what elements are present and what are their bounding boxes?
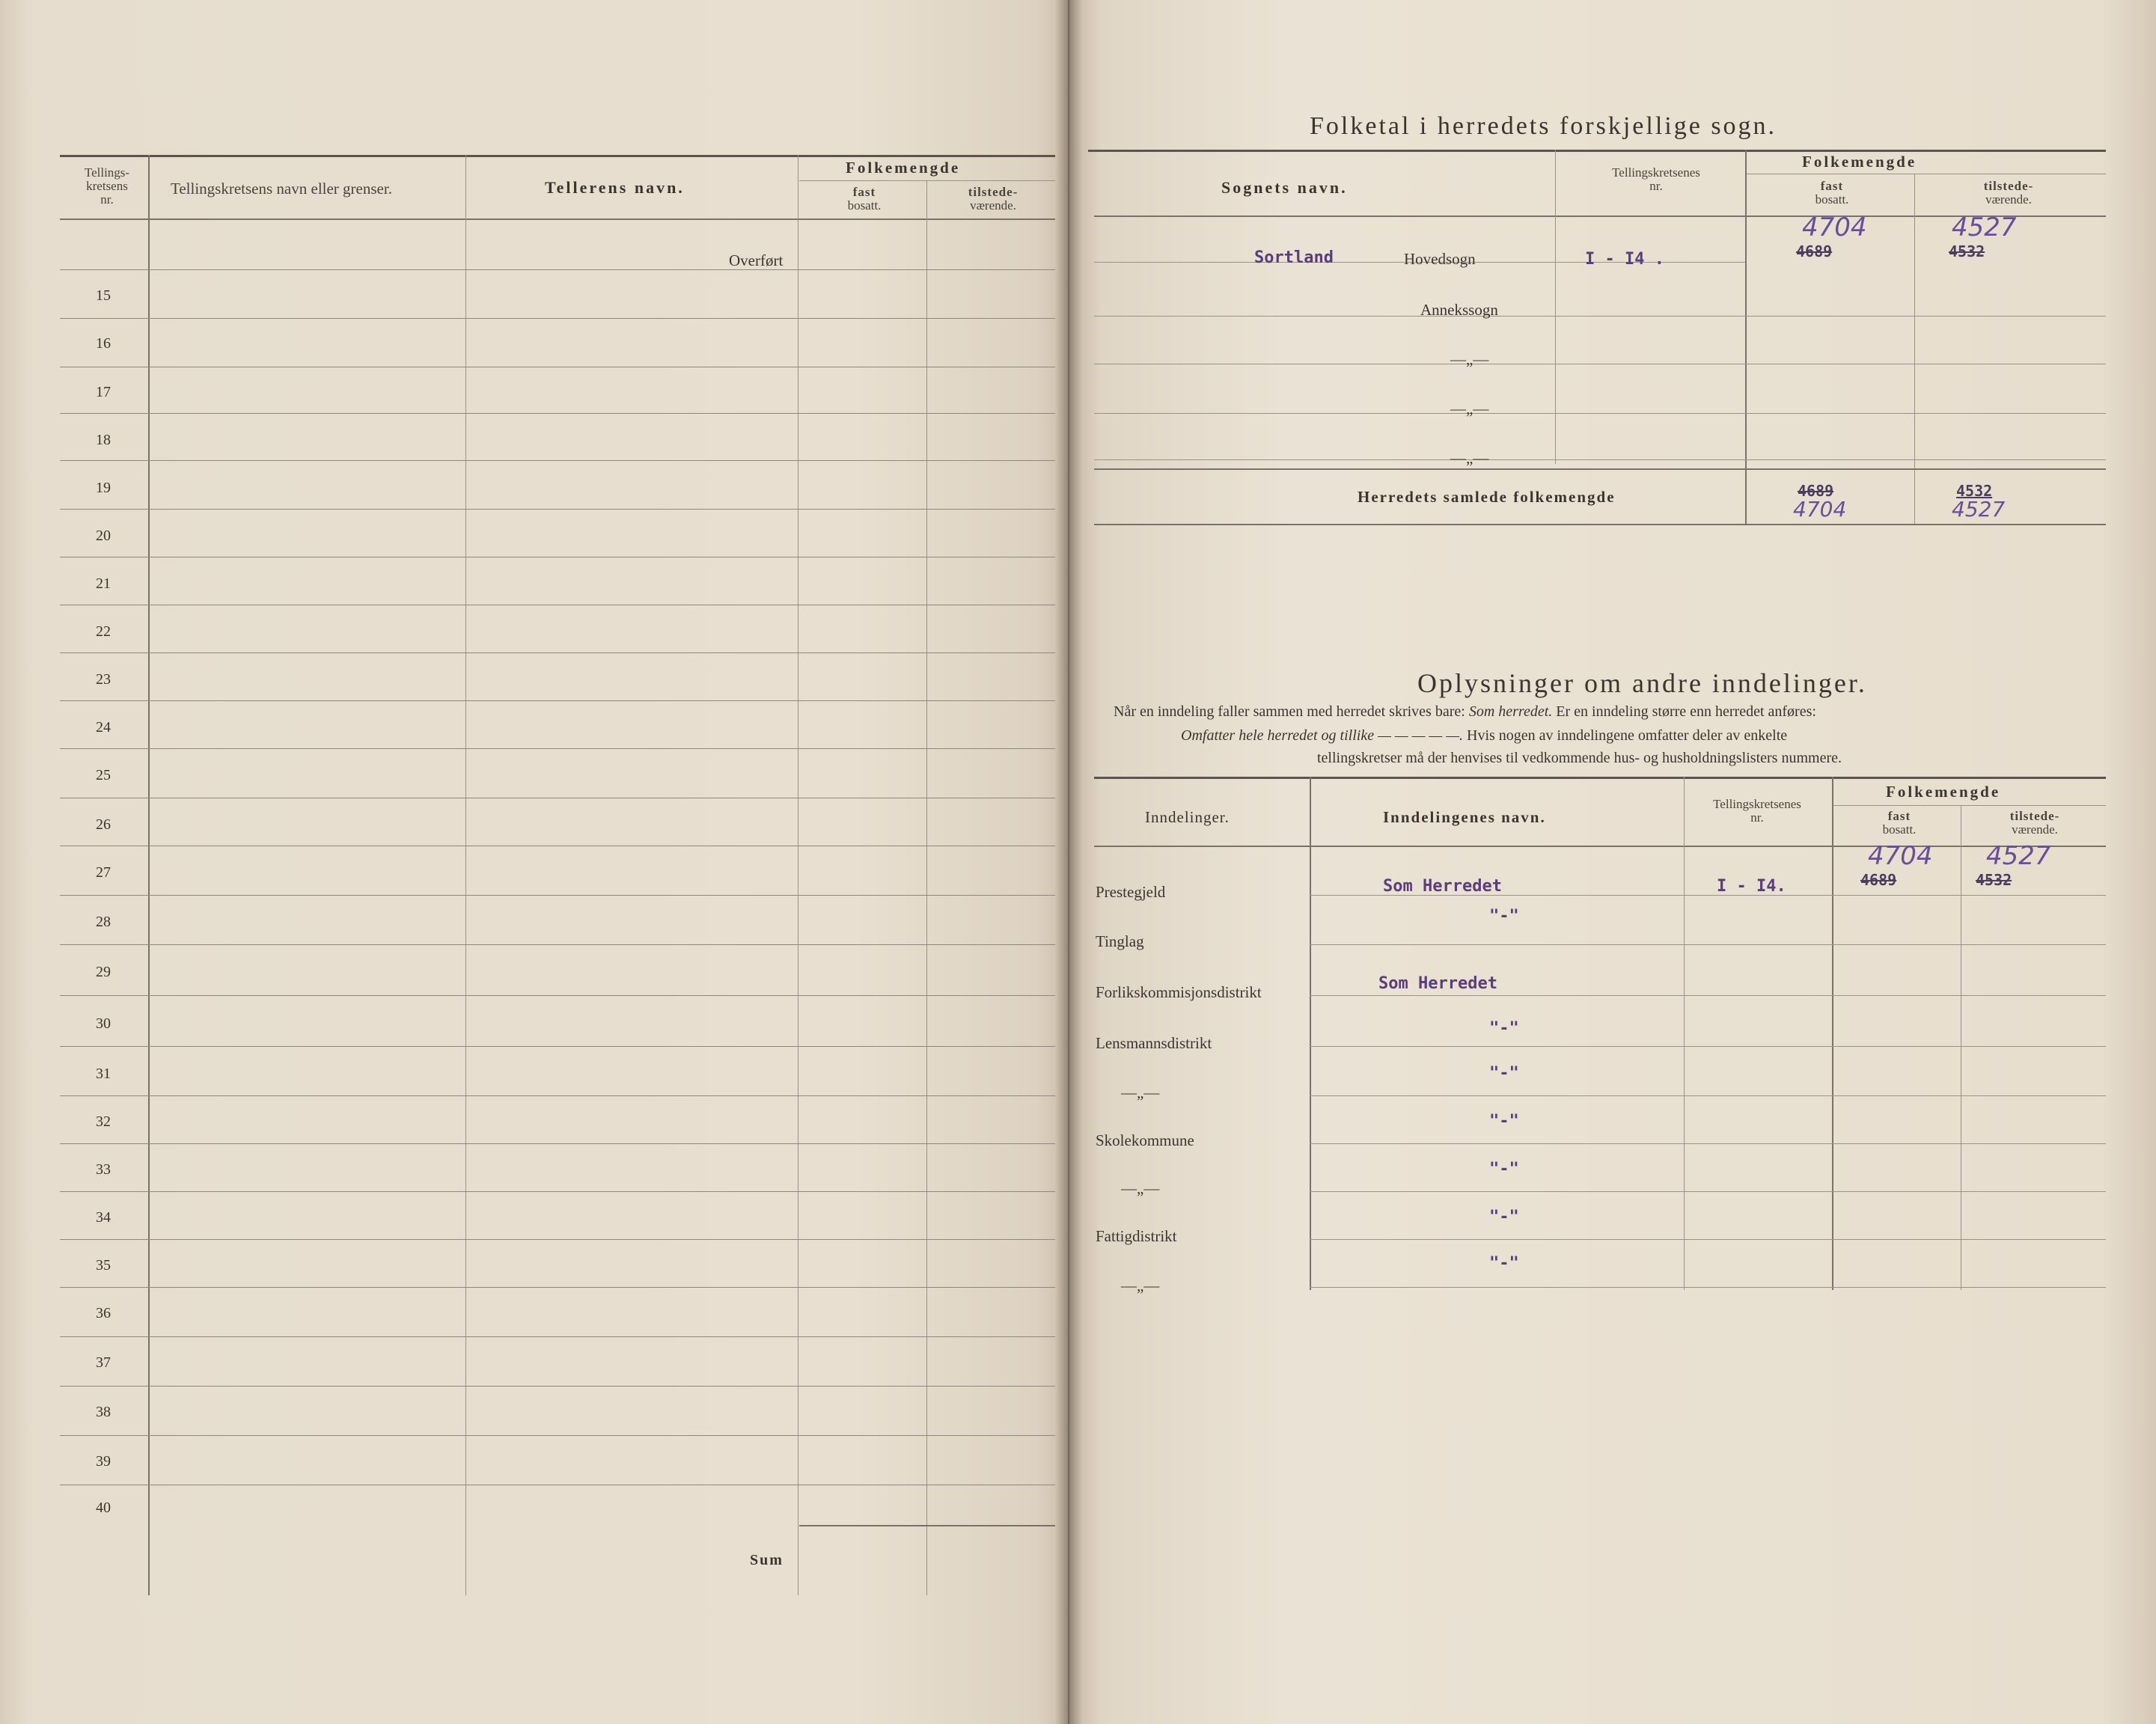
row-number: 24 bbox=[96, 719, 111, 736]
row-number: 15 bbox=[96, 287, 111, 304]
left-top-rule bbox=[60, 155, 1055, 157]
row-number: 26 bbox=[96, 816, 111, 833]
inndelinger-title: Oplysninger om andre inndelinger. bbox=[1417, 668, 1867, 698]
t1-row1-tilst-new: 4527 bbox=[1952, 213, 2017, 242]
row-number: 40 bbox=[96, 1500, 111, 1516]
t1-row-rule bbox=[1094, 459, 2106, 460]
t1-row1-krets: I - I4 . bbox=[1585, 250, 1664, 269]
t2-row-rule bbox=[1310, 1095, 2106, 1096]
t2-label-fattig: Fattigdistrikt bbox=[1096, 1227, 1177, 1245]
t2-ditto-name: "-" bbox=[1489, 1254, 1519, 1273]
t2-label-prestegjeld: Prestegjeld bbox=[1096, 883, 1166, 901]
t2-ditto: —„— bbox=[1121, 1179, 1160, 1197]
t1-col-rule-sogn bbox=[1555, 150, 1556, 464]
row-number: 25 bbox=[96, 767, 111, 783]
row-number: 29 bbox=[96, 964, 111, 980]
row-number: 17 bbox=[96, 384, 111, 400]
t2-prestegjeld-name: Som Herredet bbox=[1383, 877, 1502, 896]
t1-row1-fast-new: 4704 bbox=[1802, 213, 1867, 242]
row-number: 21 bbox=[96, 575, 111, 592]
t1-row-rule bbox=[1094, 316, 2106, 317]
t1-row1-sogn-name: Sortland bbox=[1254, 248, 1334, 267]
t2-prestegjeld-krets: I - I4. bbox=[1717, 877, 1786, 896]
intro-line-2: Omfatter hele herredet og tillike — — — — —. Hvis nogen av inndelingene omfatter deler av enkelte bbox=[1181, 727, 1788, 744]
row-number: 36 bbox=[96, 1305, 111, 1321]
t1-header-sogn: Sognets navn. bbox=[1221, 178, 1348, 197]
t2-top-rule bbox=[1094, 777, 2106, 779]
t1-total-fast-old: 4689 bbox=[1798, 482, 1834, 500]
left-header-bottom-rule bbox=[60, 218, 1055, 220]
t1-row-rule bbox=[1094, 413, 2106, 414]
row-number: 34 bbox=[96, 1209, 111, 1226]
t2-row-rule bbox=[1310, 1191, 2106, 1192]
t1-total-tilst-old: 4532 bbox=[1956, 482, 1993, 500]
sogn-table-title: Folketal i herredets forskjellige sogn. bbox=[1310, 112, 1777, 140]
t2-ditto: —„— bbox=[1121, 1083, 1160, 1101]
t1-col-rule-krets bbox=[1745, 150, 1747, 524]
sum-top-rule bbox=[799, 1525, 1055, 1526]
t1-ditto: —„— bbox=[1450, 350, 1489, 368]
t1-total-tilst-new: 4527 bbox=[1952, 497, 2006, 522]
t1-ditto: —„— bbox=[1450, 449, 1489, 467]
intro-line-1: Når en inndeling faller sammen med herredet skrives bare: Som herredet. Er en inndeling større enn herredet anføres: bbox=[1114, 703, 1816, 720]
t2-header-inndel: Inndelinger. bbox=[1145, 808, 1230, 826]
t2-label-tinglag: Tinglag bbox=[1096, 932, 1144, 950]
t2-folk-sub-rule bbox=[1833, 805, 2106, 806]
t1-total-label: Herredets samlede folkemengde bbox=[1358, 488, 1616, 506]
left-col-rule-name bbox=[465, 155, 466, 1595]
row-number: 18 bbox=[96, 432, 111, 448]
row-number: 16 bbox=[96, 335, 111, 352]
t2-lensmann-name: "-" bbox=[1489, 1019, 1519, 1038]
book-spine bbox=[1055, 0, 1082, 1724]
t2-prestegjeld-fast-old: 4689 bbox=[1860, 871, 1897, 889]
t2-prestegjeld-tilst-new: 4527 bbox=[1986, 841, 2051, 871]
t1-bottom-rule bbox=[1094, 524, 2106, 525]
row-number: 33 bbox=[96, 1161, 111, 1178]
t1-row1-fast-old: 4689 bbox=[1796, 242, 1833, 260]
t2-label-forlik: Forlikskommisjonsdistrikt bbox=[1096, 983, 1262, 1001]
t2-ditto: —„— bbox=[1121, 1277, 1160, 1294]
left-page bbox=[0, 0, 1069, 1724]
row-number: 31 bbox=[96, 1066, 111, 1082]
t2-row-rule bbox=[1310, 995, 2106, 996]
t1-ditto: —„— bbox=[1450, 400, 1489, 418]
row-number: 22 bbox=[96, 623, 111, 640]
row-number: 23 bbox=[96, 671, 111, 688]
t2-row-rule bbox=[1310, 1143, 2106, 1144]
row-number: 28 bbox=[96, 914, 111, 930]
t2-header-bottom-rule bbox=[1094, 846, 2106, 847]
t2-prestegjeld-fast-new: 4704 bbox=[1868, 841, 1933, 871]
t1-row2-type: Annekssogn bbox=[1420, 301, 1498, 319]
t2-fattig-name: "-" bbox=[1489, 1208, 1519, 1226]
t2-ditto-name: "-" bbox=[1489, 1064, 1519, 1083]
t2-header-navn: Inndelingenes navn. bbox=[1383, 808, 1546, 826]
t1-top-rule bbox=[1088, 150, 2106, 152]
row-number: 39 bbox=[96, 1453, 111, 1470]
overfort-label: Overført bbox=[729, 251, 784, 269]
t2-ditto-name: "-" bbox=[1489, 1160, 1519, 1179]
t2-row-rule bbox=[1310, 1046, 2106, 1047]
t1-header-krets: Tellingskretsenes nr. bbox=[1612, 165, 1700, 193]
row-number: 37 bbox=[96, 1354, 111, 1371]
t1-total-fast-new: 4704 bbox=[1793, 497, 1847, 522]
sum-label: Sum bbox=[750, 1552, 784, 1568]
header-col-nr: Tellings- kretsens nr. bbox=[84, 165, 130, 207]
t2-skole-name: "-" bbox=[1489, 1112, 1519, 1131]
header-col-tilst: tilstede- værende. bbox=[968, 185, 1019, 213]
t2-col-rule-krets bbox=[1832, 777, 1833, 1290]
t2-header-tilst: tilstede- værende. bbox=[2009, 809, 2060, 837]
header-col-name: Tellingskretsens navn eller grenser. bbox=[171, 180, 392, 198]
intro-line-3: tellingskretser må der henvises til vedkommende hus- og husholdningslisters nummere. bbox=[1317, 750, 1842, 766]
t2-prestegjeld-tilst-old: 4532 bbox=[1976, 871, 2012, 889]
t2-header-krets: Tellingskretsenes nr. bbox=[1713, 797, 1801, 825]
t2-header-fast: fast bosatt. bbox=[1882, 809, 1917, 837]
t1-header-tilst: tilstede- værende. bbox=[1983, 179, 2034, 207]
t1-total-top-rule bbox=[1094, 468, 2106, 470]
row-number: 32 bbox=[96, 1113, 111, 1130]
t2-col-rule-navn bbox=[1684, 777, 1685, 1290]
t2-label-skole: Skolekommune bbox=[1096, 1131, 1194, 1149]
header-col-fast: fast bosatt. bbox=[847, 185, 882, 213]
left-folk-sub-rule bbox=[799, 180, 1055, 181]
t2-header-folk: Folkemengde bbox=[1886, 783, 2001, 801]
row-number: 35 bbox=[96, 1257, 111, 1274]
t2-label-lensmann: Lensmannsdistrikt bbox=[1096, 1034, 1212, 1052]
header-col-teller: Tellerens navn. bbox=[545, 178, 685, 197]
left-col-rule-fast bbox=[926, 180, 927, 1595]
right-page bbox=[1069, 0, 2156, 1724]
t2-forlik-name: Som Herredet bbox=[1378, 974, 1497, 993]
t2-col-rule-inndel bbox=[1310, 777, 1311, 1290]
t2-row-rule bbox=[1310, 1239, 2106, 1240]
t1-header-fast: fast bosatt. bbox=[1815, 179, 1849, 207]
row-number: 19 bbox=[96, 480, 111, 496]
t1-header-folk: Folkemengde bbox=[1802, 153, 1917, 171]
t2-row-rule bbox=[1310, 1287, 2106, 1288]
t2-row-rule bbox=[1310, 944, 2106, 945]
row-number: 20 bbox=[96, 528, 111, 544]
row-number: 30 bbox=[96, 1015, 111, 1032]
t2-tinglag-name: "-" bbox=[1489, 907, 1519, 926]
t1-row1-type: Hovedsogn bbox=[1404, 250, 1476, 268]
left-col-rule-nr bbox=[148, 155, 150, 1595]
row-number: 38 bbox=[96, 1404, 111, 1420]
t1-col-rule-fast bbox=[1914, 174, 1915, 524]
t1-row1-tilst-old: 4532 bbox=[1949, 242, 1985, 260]
row-number: 27 bbox=[96, 864, 111, 881]
header-col-folk: Folkemengde bbox=[846, 159, 961, 177]
